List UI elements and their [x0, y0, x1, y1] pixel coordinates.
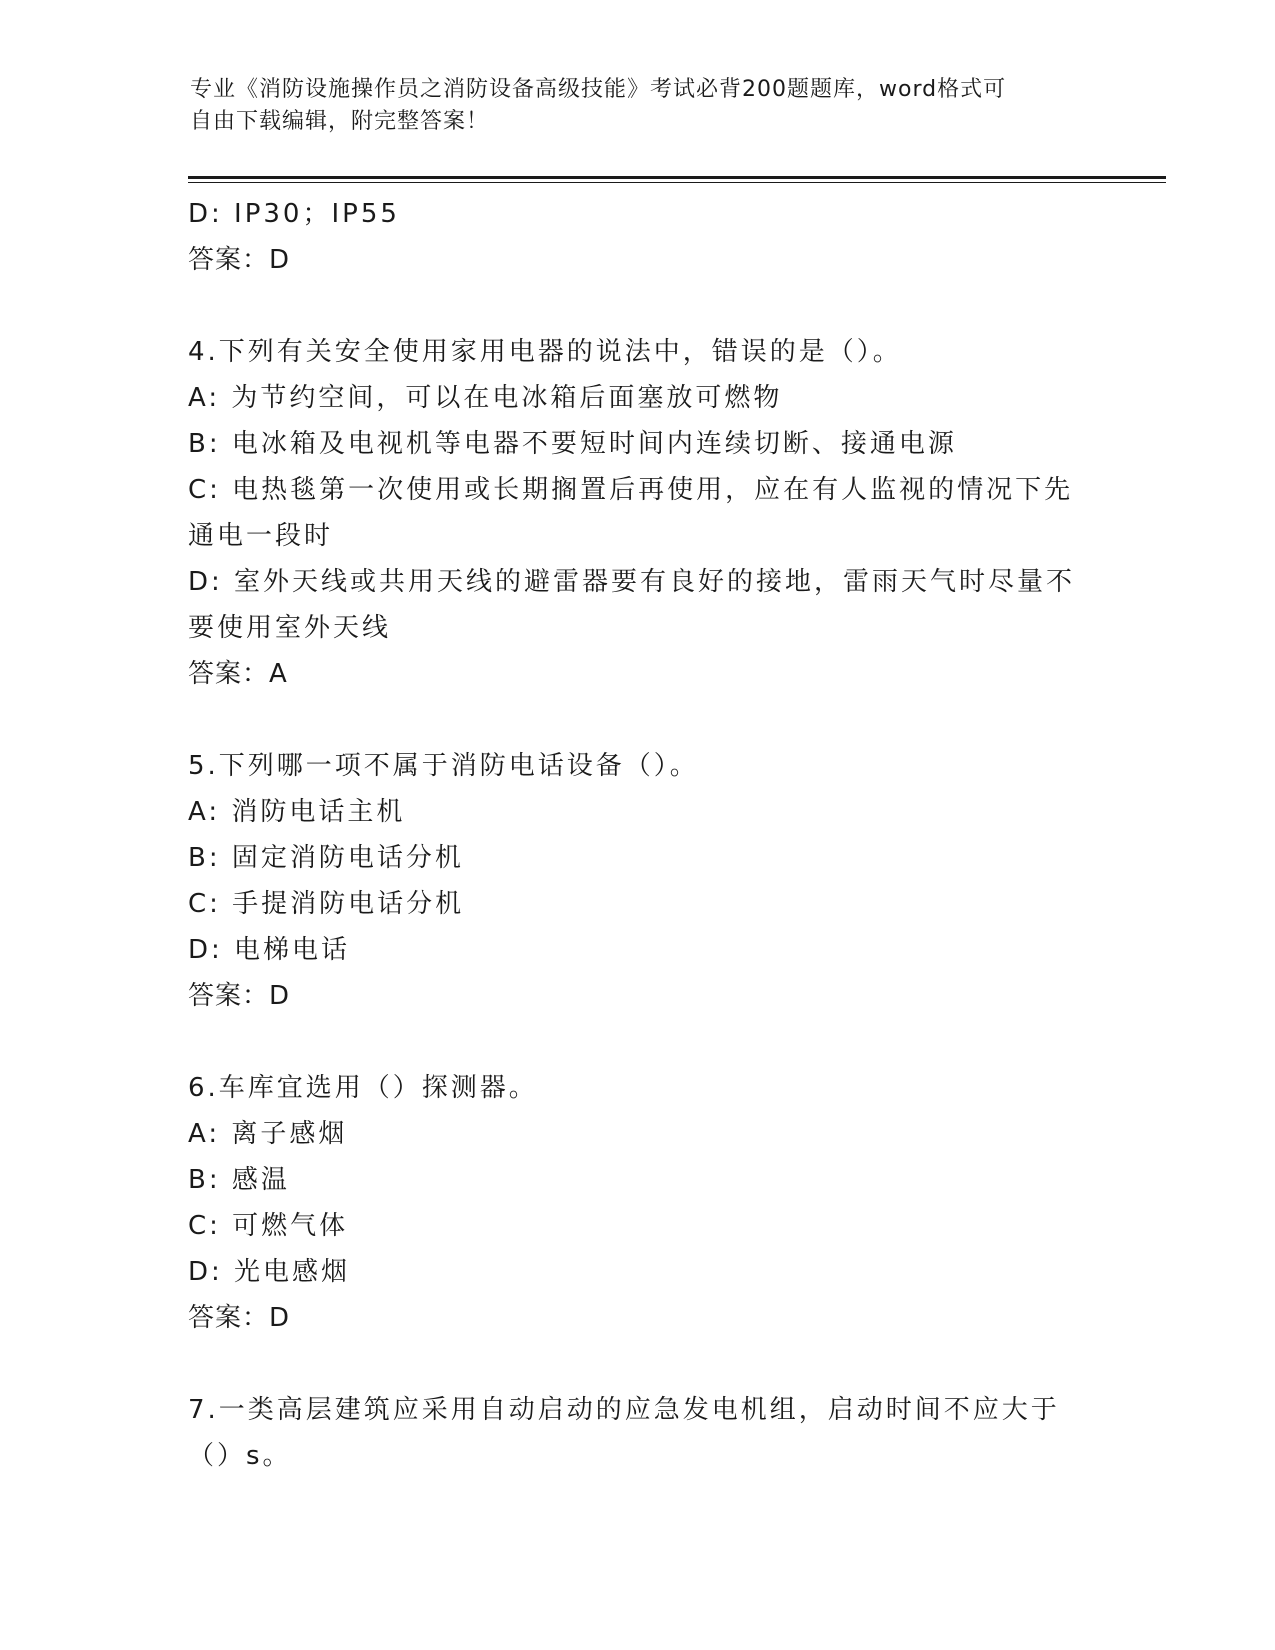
q3-option-d: D: IP30；IP55 [188, 199, 400, 229]
q6-option-d: D: 光电感烟 [188, 1257, 351, 1287]
q4-option-d-line-1: D: 室外天线或共用天线的避雷器要有良好的接地，雷雨天气时尽量不 [188, 567, 1076, 597]
q5-answer: 答案：D [188, 981, 291, 1011]
q7-question-line-1: 7.一类高层建筑应采用自动启动的应急发电机组，启动时间不应大于 [188, 1395, 1060, 1425]
q4-option-b: B: 电冰箱及电视机等电器不要短时间内连续切断、接通电源 [188, 429, 957, 459]
q4-question: 4.下列有关安全使用家用电器的说法中，错误的是（）。 [188, 337, 902, 367]
q5-option-a: A: 消防电话主机 [188, 797, 406, 827]
header-line-1: 专业《消防设施操作员之消防设备高级技能》考试必背200题题库，word格式可 [190, 77, 1007, 102]
q5-option-c: C: 手提消防电话分机 [188, 889, 465, 919]
q4-option-a: A: 为节约空间，可以在电冰箱后面塞放可燃物 [188, 383, 783, 413]
q6-question: 6.车库宜选用（）探测器。 [188, 1073, 538, 1103]
q6-answer: 答案：D [188, 1303, 291, 1333]
spacer [188, 1019, 1088, 1065]
spacer [188, 1341, 1088, 1387]
q6-option-a: A: 离子感烟 [188, 1119, 348, 1149]
q4-option-c-line-1: C: 电热毯第一次使用或长期搁置后再使用，应在有人监视的情况下先 [188, 475, 1074, 505]
document-header [190, 74, 1070, 138]
q7-question-line-2: （）s。 [188, 1441, 292, 1471]
spacer [188, 283, 1088, 329]
q3-answer: 答案：D [188, 245, 291, 275]
q6-option-b: B: 感温 [188, 1165, 290, 1195]
header-rule-thin [188, 182, 1166, 183]
q5-question: 5.下列哪一项不属于消防电话设备（）。 [188, 751, 699, 781]
question-content [188, 191, 1088, 1479]
q6-option-c: C: 可燃气体 [188, 1211, 349, 1241]
q4-option-c-line-2: 通电一段时 [188, 521, 334, 551]
q4-answer: 答案：A [188, 659, 288, 689]
header-line-2: 自由下载编辑，附完整答案！ [190, 109, 490, 134]
header-rule-thick [188, 176, 1166, 179]
q4-option-d-line-2: 要使用室外天线 [188, 613, 392, 643]
q5-option-d: D: 电梯电话 [188, 935, 351, 965]
q5-option-b: B: 固定消防电话分机 [188, 843, 464, 873]
spacer [188, 697, 1088, 743]
